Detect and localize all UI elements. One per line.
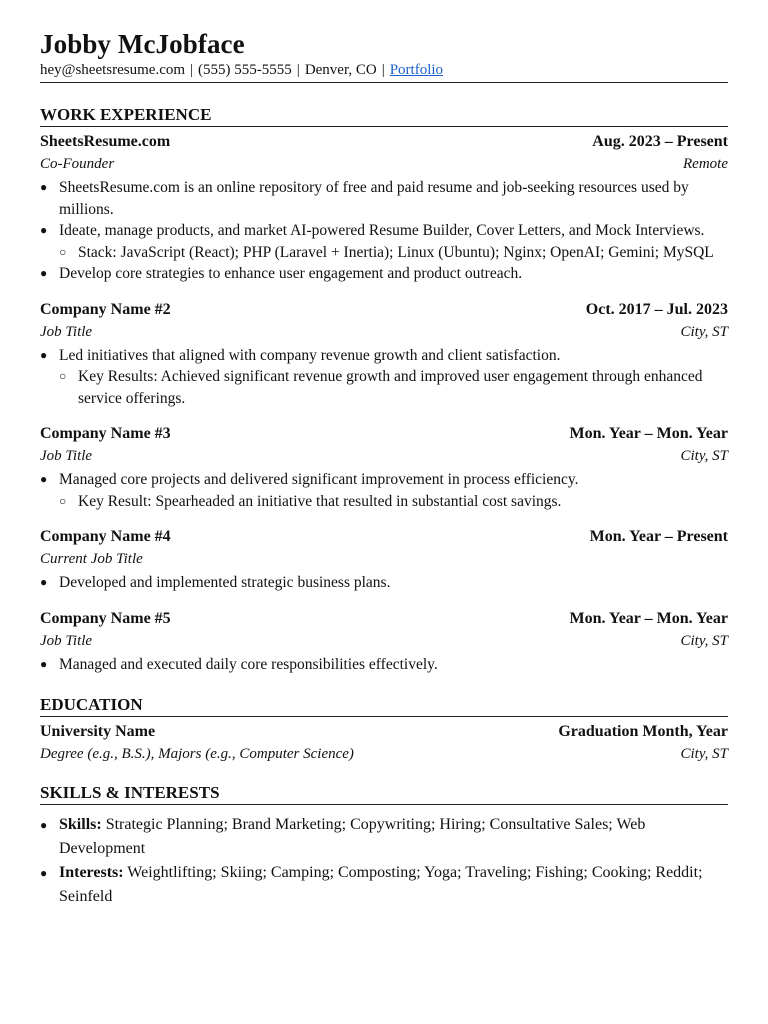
school-name: University Name (40, 723, 156, 740)
job-dates: Mon. Year – Mon. Year (569, 609, 728, 627)
job-title: Current Job Title (40, 551, 143, 567)
job-entry (40, 423, 728, 512)
job-dates: Aug. 2023 – Present (592, 133, 728, 150)
section-title-work: WORK EXPERIENCE (40, 105, 728, 127)
degree: Degree (e.g., B.S.), Majors (e.g., Computer Science) (40, 746, 354, 762)
contact-location: Denver, CO (304, 62, 377, 78)
sub-bullets (59, 366, 728, 409)
sub-bullet-item: ○ Stack: JavaScript (React); PHP (Laravel + Inertia); Linux (Ubuntu); Nginx; OpenAI; Gemini; MySQL (59, 242, 728, 264)
graduation-date: Graduation Month, Year (558, 723, 728, 740)
company-name: SheetsResume.com (40, 133, 171, 150)
company-name: Company Name #3 (40, 425, 171, 442)
skills-item (40, 813, 728, 861)
job-bullets (40, 177, 728, 285)
job-title: Co-Founder (40, 156, 115, 172)
job-entry (40, 608, 728, 676)
education-entry (40, 721, 728, 765)
interests-label: Interests: (59, 864, 124, 881)
sub-bullets (59, 242, 728, 264)
bullet-item (40, 345, 728, 410)
job-entry (40, 299, 728, 410)
bullet-item: ● Managed and executed daily core responsibilities effectively. (40, 654, 728, 676)
job-location: City, ST (680, 448, 728, 464)
job-dates: Mon. Year – Mon. Year (569, 425, 728, 442)
bullet-item (40, 469, 728, 512)
bullet-item: ● SheetsResume.com is an online repository of free and paid resume and job-seeking resources used by millions. (40, 177, 728, 220)
education-location: City, ST (680, 746, 728, 762)
contact-separator: | (190, 62, 194, 78)
company-name: Company Name #5 (40, 609, 171, 627)
sub-bullets (59, 491, 728, 513)
interests-item (40, 861, 728, 909)
sub-bullet-item: ○ Key Results: Achieved significant revenue growth and improved user engagement through enhanced service offerings. (59, 366, 728, 409)
skills-label: Skills: (59, 816, 102, 833)
bullet-item: ● Develop core strategies to enhance user engagement and product outreach. (40, 263, 728, 285)
job-location: City, ST (680, 632, 728, 649)
section-title-skills: SKILLS & INTERESTS (40, 783, 728, 805)
contact-separator: | (296, 62, 300, 78)
company-name: Company Name #2 (40, 300, 171, 318)
interests-text: Weightlifting; Skiing; Camping; Composting; Yoga; Traveling; Fishing; Cooking; Reddit; Seinfeld (59, 864, 703, 905)
contact-line (40, 60, 728, 83)
job-location: City, ST (680, 323, 728, 340)
section-title-education: EDUCATION (40, 695, 728, 717)
job-bullets (40, 345, 728, 410)
bullet-text: Ideate, manage products, and market AI-powered Resume Builder, Cover Letters, and Mock Interviews. (59, 222, 705, 239)
job-bullets (40, 572, 728, 594)
job-title: Job Title (40, 448, 93, 464)
skills-text: Strategic Planning; Brand Marketing; Copywriting; Hiring; Consultative Sales; Web Development (59, 816, 646, 857)
sub-bullet-item: ○ Key Result: Spearheaded an initiative that resulted in substantial cost savings. (59, 491, 728, 513)
job-entry (40, 526, 728, 594)
bullet-text: Led initiatives that aligned with company revenue growth and client satisfaction. (59, 346, 561, 364)
bullet-item: ● Developed and implemented strategic business plans. (40, 572, 728, 594)
bullet-text: Managed core projects and delivered significant improvement in process efficiency. (59, 471, 579, 488)
contact-phone: (555) 555-5555 (198, 62, 292, 78)
company-name: Company Name #4 (40, 528, 171, 545)
candidate-name: Jobby McJobface (40, 29, 245, 59)
contact-separator: | (381, 62, 385, 78)
job-dates: Oct. 2017 – Jul. 2023 (585, 300, 728, 318)
job-bullets (40, 654, 728, 676)
job-entry (40, 131, 728, 285)
bullet-item (40, 220, 728, 263)
job-location: Remote (683, 156, 728, 172)
job-bullets (40, 469, 728, 512)
job-title: Job Title (40, 323, 93, 340)
job-title: Job Title (40, 632, 93, 649)
contact-email: hey@sheetsresume.com (40, 62, 186, 78)
job-dates: Mon. Year – Present (589, 528, 728, 545)
skills-list (40, 813, 728, 909)
portfolio-link[interactable]: Portfolio (389, 62, 444, 78)
